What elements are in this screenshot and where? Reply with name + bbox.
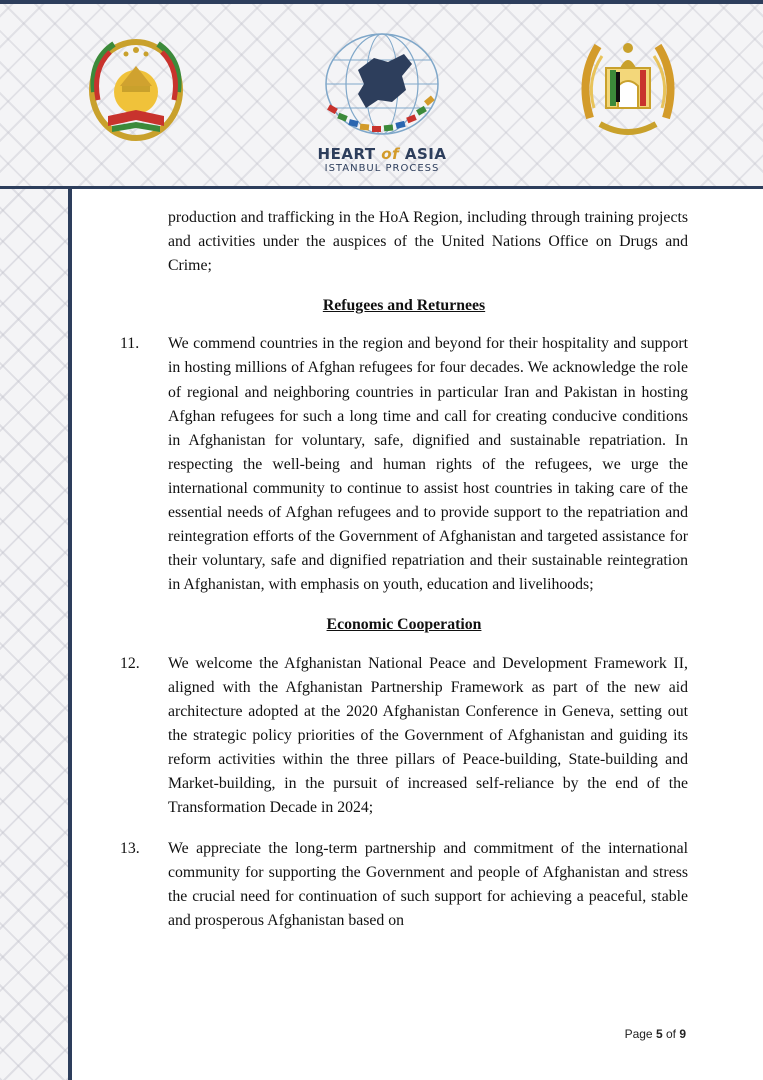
document-body: [120, 206, 688, 934]
logo-title: [282, 146, 482, 163]
section-heading-economic: Economic Cooperation: [326, 616, 482, 634]
paragraph-12: [120, 652, 688, 821]
page-number: [560, 1027, 686, 1041]
section-heading-refugees: Refugees and Returnees: [322, 297, 486, 315]
paragraph-number: 12.: [120, 654, 140, 672]
page-label: Page: [624, 1027, 656, 1041]
paragraph-number: 13.: [120, 840, 140, 858]
page-total: 9: [679, 1027, 686, 1041]
afghanistan-emblem-icon: [572, 28, 684, 148]
top-rule: [0, 0, 763, 4]
lead-paragraph: production and trafficking in the HoA Region, including through training projects and activities under the auspices of the United Nations Office on Drugs and Crime;: [168, 209, 688, 275]
logo-title-heart: HEART: [317, 145, 382, 163]
side-rule: [68, 189, 72, 1080]
paragraph-11: [120, 332, 688, 597]
logo-subtitle: ISTANBUL PROCESS: [324, 163, 440, 174]
paragraph-number: 11.: [120, 335, 140, 353]
header-rule: [0, 186, 763, 189]
logo-title-of: of: [381, 145, 400, 163]
side-pattern-strip: [0, 189, 68, 1080]
logo-title-asia: ASIA: [399, 145, 447, 163]
page-of-label: of: [662, 1027, 680, 1041]
paragraph-text: We commend countries in the region and beyond for their hospitality and support in hosting millions of Afghan refugees for four decades. We acknowledge the role of regional and neighboring countries in particular Iran and Pakistan in hosting Afghan refugees for such a long time and call for creating conducive conditions in Afghanistan for voluntary, safe, dignified and sustainable repatriation. In respecting the well-being and human rights of the refugees, we urge the international community to continue to assist host countries in taking care of the essential needs of Afghan refugees and to provide support to the repatriation and reintegration efforts of the Government of Afghanistan and targeted assistance for their voluntary, safe and dignified repatriation and their sustainable reintegration in Afghanistan, with emphasis on youth, education and livelihoods;: [168, 335, 688, 594]
paragraph-text: We welcome the Afghanistan National Peace and Development Framework II, aligned with the Afghanistan Partnership Framework as part of the new aid architecture adopted at the 2020 Afghanistan Conference in Geneva, setting out the strategic policy priorities of the Government of Afghanistan and guiding its reform activities within the three pillars of Peace-building, State-building and Market-building, in the pursuit of increased self-reliance by the end of the Transformation Decade in 2024;: [168, 654, 688, 817]
paragraph-gap: [120, 820, 688, 837]
paragraph-text: We appreciate the long-term partnership and commitment of the international community for supporting the Government and people of Afghanistan and stress the crucial need for continuation of such support for achieving a peaceful, stable and prosperous Afghanistan based on: [168, 840, 688, 930]
paragraph-13: [120, 837, 688, 933]
tajikistan-emblem-icon: [80, 30, 192, 146]
heart-of-asia-logo-icon: [318, 28, 446, 140]
page-current: 5: [655, 1027, 663, 1041]
logo-wordmark: [282, 146, 482, 175]
